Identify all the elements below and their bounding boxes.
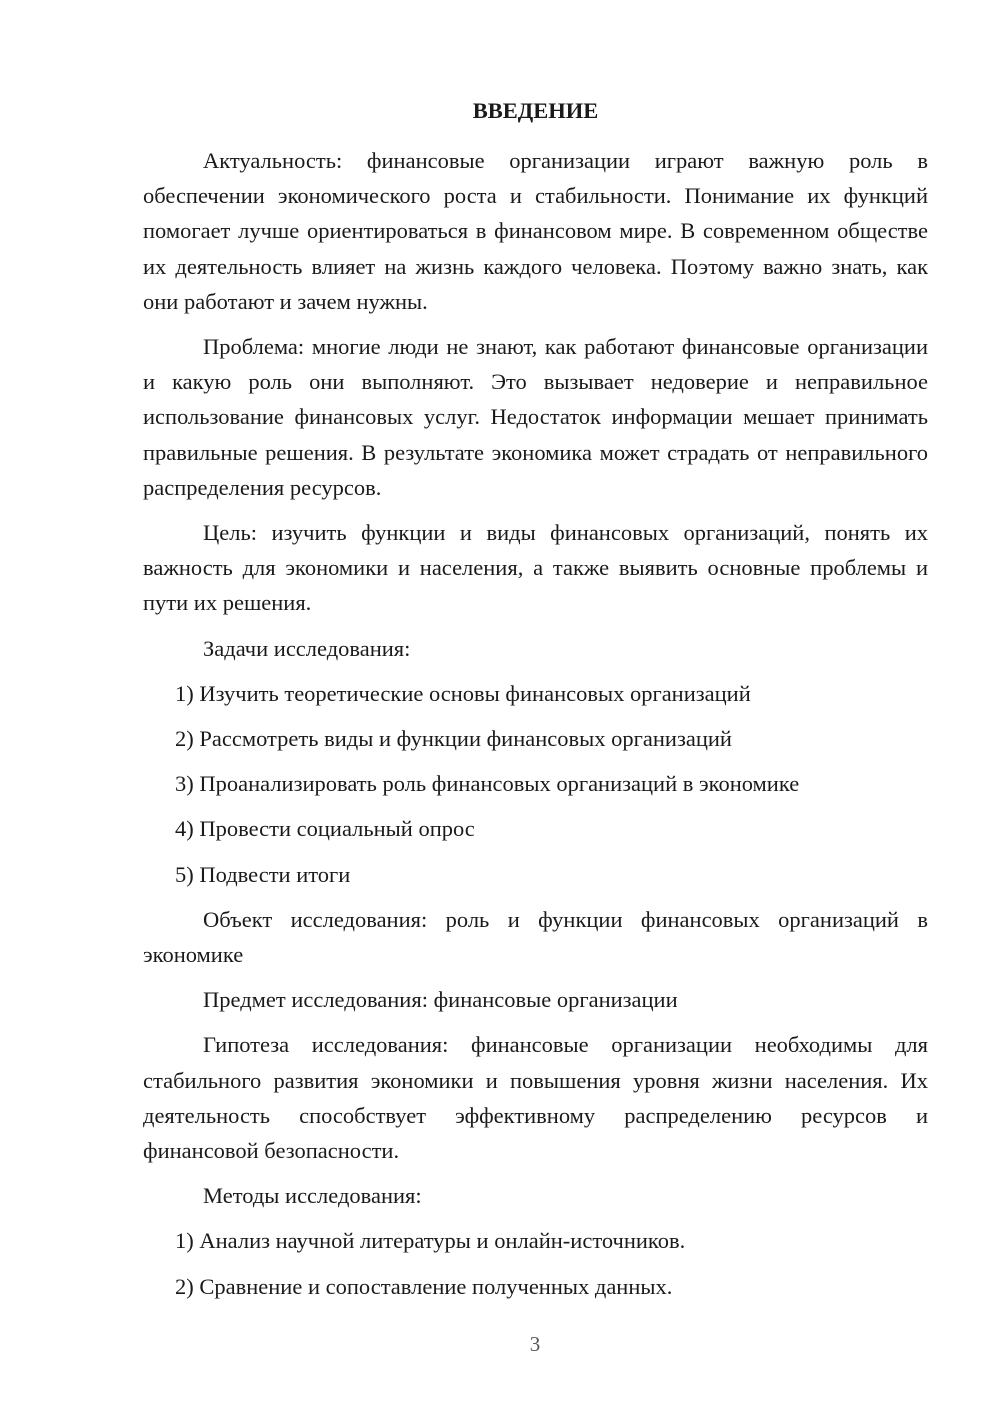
methods-heading: Методы исследования: — [203, 1183, 422, 1209]
list-item: 4) Провести социальный опрос — [175, 816, 475, 842]
tasks-list — [143, 676, 928, 892]
list-item: 1) Анализ научной литературы и онлайн-источников. — [175, 1228, 686, 1254]
goal-paragraph: Цель: изучить функции и виды финансовых организаций, понять их важность для экономики и населения, а также выявить основные проблемы и пути их решения. — [143, 520, 928, 616]
tasks-heading: Задачи исследования: — [203, 635, 411, 661]
list-item: 2) Рассмотреть виды и функции финансовых организаций — [175, 726, 732, 752]
list-item: 5) Подвести итоги — [175, 861, 351, 887]
page-number: 3 — [529, 1332, 541, 1356]
page-title: ВВЕДЕНИЕ — [472, 98, 599, 123]
object-paragraph: Объект исследования: роль и функции финансовых организаций в экономике — [143, 906, 928, 968]
subject-paragraph: Предмет исследования: финансовые организации — [203, 987, 678, 1013]
document-page — [143, 95, 928, 1314]
hypothesis-paragraph: Гипотеза исследования: финансовые организации необходимы для стабильного развития экономики и повышения уровня жизни населения. Их деятельность способствует эффективному распределению ресурсов и финансовой безопасности. — [143, 1032, 928, 1164]
list-item: 3) Проанализировать роль финансовых организаций в экономике — [175, 771, 800, 797]
methods-list — [143, 1223, 928, 1303]
problem-paragraph: Проблема: многие люди не знают, как работают финансовые организации и какую роль они выполняют. Это вызывает недоверие и неправильное использование финансовых услуг. Недостаток информации мешает принимать правильные решения. В результате экономика может страдать от неправильного распределения ресурсов. — [143, 334, 928, 500]
list-item: 2) Сравнение и сопоставление полученных данных. — [175, 1273, 673, 1299]
list-item: 1) Изучить теоретические основы финансовых организаций — [175, 680, 751, 706]
relevance-paragraph: Актуальность: финансовые организации играют важную роль в обеспечении экономического роста и стабильности. Понимание их функций помогает лучше ориентироваться в финансовом мире. В современном обществе их деятельность влияет на жизнь каждого человека. Поэтому важно знать, как они работают и зачем нужны. — [143, 148, 928, 314]
